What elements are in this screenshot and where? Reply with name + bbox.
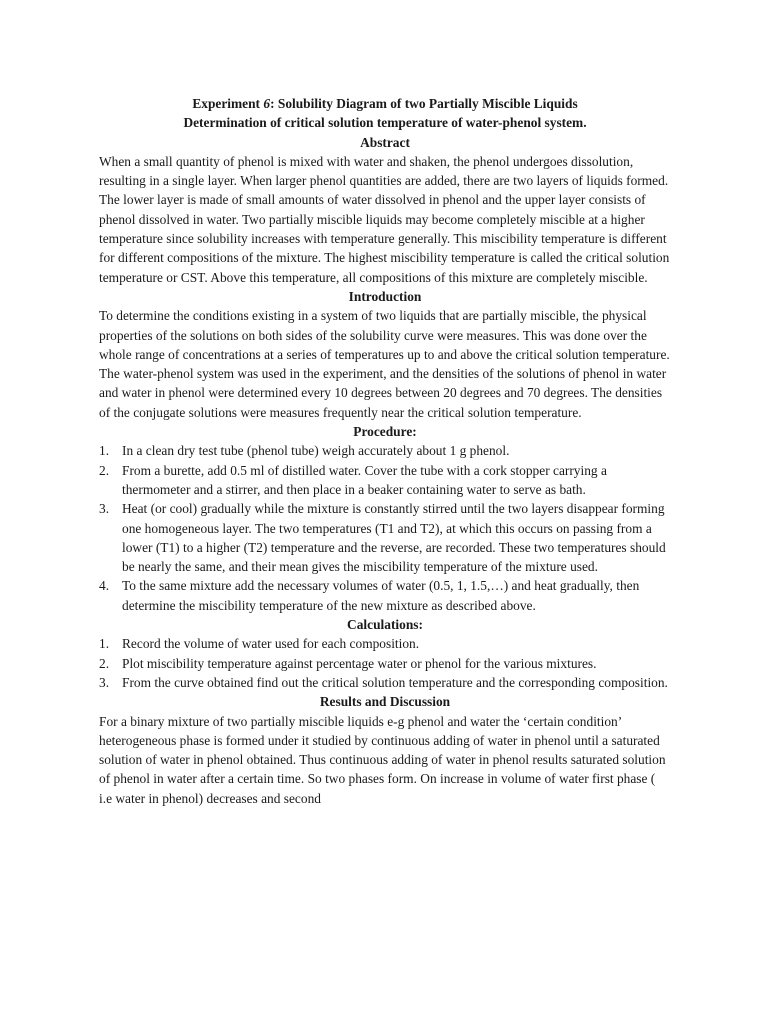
list-text: Record the volume of water used for each composition.: [122, 636, 420, 652]
list-text: Plot miscibility temperature against percentage water or phenol for the various mixtures.: [122, 655, 597, 671]
list-text: From the curve obtained find out the critical solution temperature and the corresponding composition.: [122, 674, 668, 690]
document-subtitle: Determination of critical solution temperature of water-phenol system.: [183, 115, 587, 131]
list-number: 3.: [99, 501, 110, 517]
experiment-number: 6: [263, 96, 271, 111]
procedure-list: [99, 441, 671, 615]
results-paragraph: For a binary mixture of two partially miscible liquids e-g phenol and water the ‘certain condition’ heterogeneous phase is formed under it studied by continuous adding of water in phenol until a saturated solution of water in phenol obtained. Thus continuous adding of water in phenol results saturated solution of phenol in water after a certain time. So two phases form. On increase in volume of water first phase ( i.e water in phenol) decreases and second: [99, 713, 666, 806]
list-text: Heat (or cool) gradually while the mixture is constantly stirred until the two layers disappear forming one homogeneous layer. The two temperatures (T1 and T2), at which this occurs on passing from a lower (T1) to a higher (T2) temperature and the reverse, are recorded. These two temperatures should be nearly the same, and their mean gives the miscibility temperature of the mixture used.: [122, 501, 666, 575]
procedure-heading: Procedure:: [353, 424, 417, 440]
list-text: In a clean dry test tube (phenol tube) weigh accurately about 1 g phenol.: [122, 443, 510, 459]
calculation-item: [99, 634, 671, 653]
calculation-item: [99, 654, 671, 673]
title-prefix: Experiment: [192, 96, 264, 111]
list-text: From a burette, add 0.5 ml of distilled water. Cover the tube with a cork stopper carrying a thermometer and a stirrer, and then place in a beaker containing water to serve as bath.: [122, 462, 607, 497]
document-page: [99, 94, 671, 808]
procedure-item: [99, 441, 671, 460]
list-number: 2.: [99, 462, 110, 478]
calculations-list: [99, 634, 671, 692]
calculation-item: [99, 673, 671, 692]
introduction-heading: Introduction: [348, 288, 422, 304]
procedure-item: [99, 461, 671, 500]
list-number: 3.: [99, 674, 110, 690]
procedure-item: [99, 499, 671, 576]
list-text: To the same mixture add the necessary volumes of water (0.5, 1, 1.5,…) and heat gradually, then determine the miscibility temperature of the new mixture as described above.: [122, 578, 640, 613]
calculations-heading: Calculations:: [347, 617, 423, 633]
abstract-heading: Abstract: [360, 134, 410, 150]
results-heading: Results and Discussion: [319, 694, 451, 710]
abstract-paragraph: When a small quantity of phenol is mixed with water and shaken, the phenol undergoes dissolution, resulting in a single layer. When larger phenol quantities are added, there are two layers of liquids formed. The lower layer is made of small amounts of water dissolved in phenol and the upper layer consists of phenol dissolved in water. Two partially miscible liquids may become completely miscible at a higher temperature since solubility increases with temperature generally. This miscibility temperature is different for different compositions of the mixture. The highest miscibility temperature is called the critical solution temperature or CST. Above this temperature, all compositions of this mixture are completely miscible.: [99, 153, 670, 285]
list-number: 1.: [99, 636, 110, 652]
list-number: 4.: [99, 578, 110, 594]
list-number: 1.: [99, 443, 110, 459]
document-title: [99, 94, 671, 113]
list-number: 2.: [99, 655, 110, 671]
title-rest: : Solubility Diagram of two Partially Miscible Liquids: [270, 96, 578, 111]
procedure-item: [99, 576, 671, 615]
introduction-paragraph: To determine the conditions existing in a system of two liquids that are partially miscible, the physical properties of the solutions on both sides of the solubility curve were measures. This was done over the whole range of concentrations at a series of temperatures up to and above the critical solution temperature. The water-phenol system was used in the experiment, and the densities of the solutions of phenol in water and water in phenol were determined every 10 degrees between 20 degrees and 70 degrees. The densities of the conjugate solutions were measures frequently near the critical solution temperature.: [99, 308, 670, 420]
